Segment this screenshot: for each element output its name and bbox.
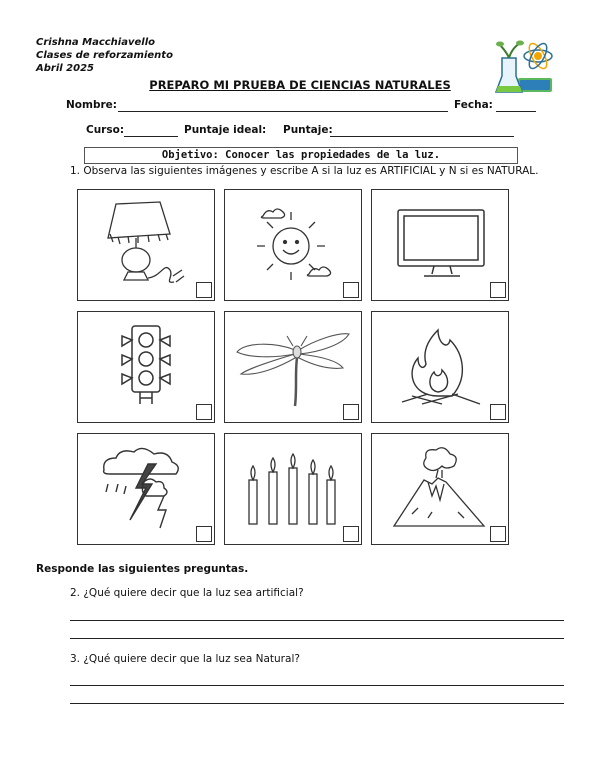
fecha-field[interactable] [496,111,536,112]
fecha-label: Fecha: [454,99,493,111]
answer-line[interactable] [70,620,564,621]
image-card-traffic-light [77,311,215,423]
sun-icon [225,190,361,300]
volcano-icon [372,434,508,544]
firefly-icon [225,312,361,422]
author-name: Crishna Macchiavello [36,37,155,48]
answer-box[interactable] [196,282,212,298]
image-card-firefly [224,311,362,423]
image-card-sun [224,189,362,301]
nombre-field[interactable] [118,111,448,112]
curso-field[interactable] [124,136,178,137]
answer-line[interactable] [70,638,564,639]
traffic-light-icon [78,312,214,422]
answer-box[interactable] [490,526,506,542]
television-icon [372,190,508,300]
answer-line[interactable] [70,685,564,686]
answer-box[interactable] [490,404,506,420]
page-title: PREPARO MI PRUEBA DE CIENCIAS NATURALES [149,78,451,92]
objective-box: Objetivo: Conocer las propiedades de la luz. [84,147,518,164]
question-1: 1. Observa las siguientes imágenes y escribe A si la luz es ARTIFICIAL y N si es NATURAL. [70,165,539,177]
lightning-storm-icon [78,434,214,544]
puntaje-field[interactable] [330,136,514,137]
answer-box[interactable] [343,526,359,542]
answer-line[interactable] [70,703,564,704]
answer-box[interactable] [343,282,359,298]
question-3: 3. ¿Qué quiere decir que la luz sea Natural? [70,653,300,665]
image-card-lightning-storm [77,433,215,545]
puntaje-ideal-label: Puntaje ideal: [184,124,267,136]
image-card-lamp [77,189,215,301]
answer-box[interactable] [196,526,212,542]
image-card-candles [224,433,362,545]
course-name: Clases de reforzamiento [36,50,173,61]
question-2: 2. ¿Qué quiere decir que la luz sea artificial? [70,587,304,599]
curso-label: Curso: [86,124,125,136]
image-card-volcano [371,433,509,545]
section-label: Responde las siguientes preguntas. [36,563,249,575]
candles-icon [225,434,361,544]
answer-box[interactable] [196,404,212,420]
answer-box[interactable] [490,282,506,298]
nombre-label: Nombre: [66,99,117,111]
image-card-fire [371,311,509,423]
answer-box[interactable] [343,404,359,420]
lamp-icon [78,190,214,300]
puntaje-label: Puntaje: [283,124,333,136]
image-card-television [371,189,509,301]
header-date: Abril 2025 [36,63,94,74]
fire-icon [372,312,508,422]
